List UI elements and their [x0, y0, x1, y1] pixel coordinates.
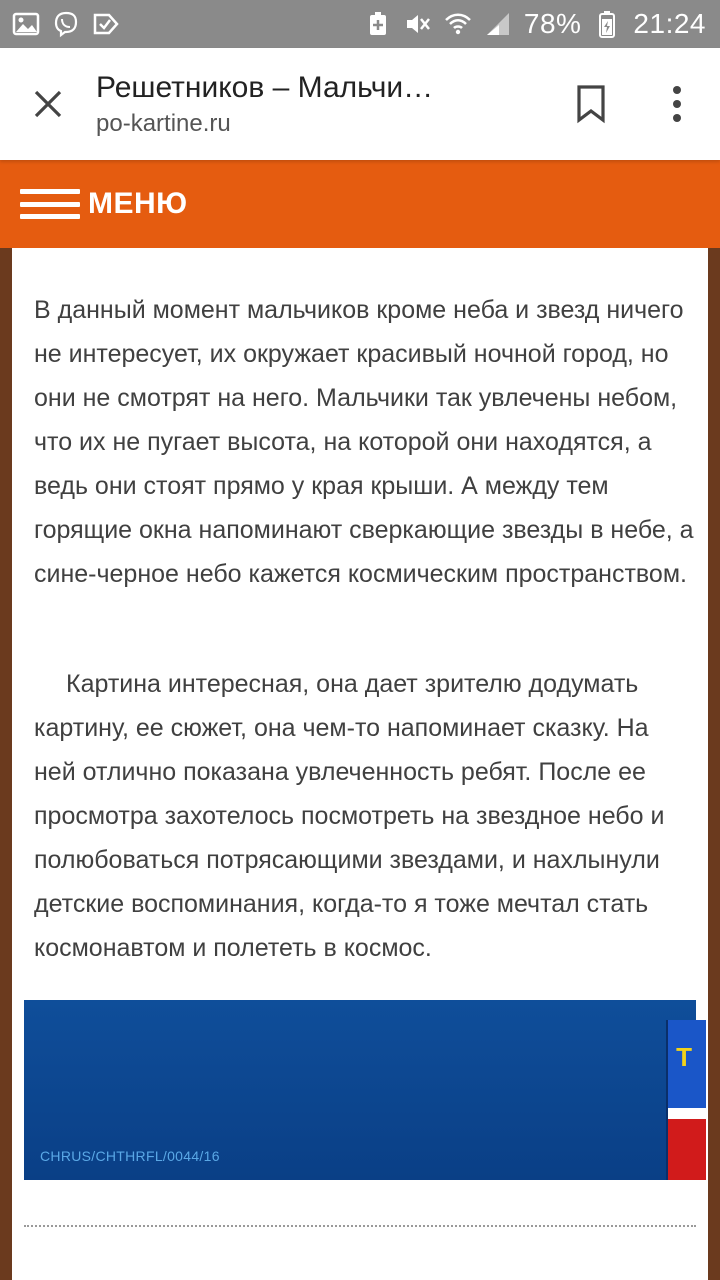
ad-banner[interactable]: [24, 1000, 696, 1180]
battery-percent: 78%: [523, 8, 582, 39]
close-button[interactable]: [0, 48, 96, 160]
page-title: Решетников – Мальчи…: [96, 71, 434, 104]
more-options-button[interactable]: [634, 48, 720, 160]
battery-saver-icon: [364, 10, 392, 38]
title-block[interactable]: [96, 68, 548, 140]
page-left-margin: [0, 248, 12, 1280]
mute-icon: [404, 10, 432, 38]
clock: 21:24: [633, 8, 706, 39]
browser-toolbar: [0, 48, 720, 160]
bookmark-icon: [576, 85, 606, 123]
more-vert-icon: [672, 86, 682, 122]
article-paragraph-2: Картина интересная, она дает зрителю додумать картину, ее сюжет, она чем-то напоминает сказку. На ней отлично показана увлеченность ребят. После ее просмотра захотелось посмотреть на звездное небо и полюбоваться потрясающими звездами, и нахлынули детские воспоминания, когда-то я тоже мечтал стать космонавтом и полететь в космос.: [34, 670, 665, 962]
status-left-icons: [12, 10, 120, 38]
bookmark-button[interactable]: [548, 48, 634, 160]
viber-icon: [52, 10, 80, 38]
signal-icon: [484, 10, 512, 38]
ad-code: CHRUS/CHTHRFL/0044/16: [40, 1148, 220, 1164]
close-icon: [33, 89, 63, 119]
page-right-margin: [708, 248, 720, 1280]
article-paragraph-1: В данный момент мальчиков кроме неба и звезд ничего не интересует, их окружает красивый ночной город, но они не смотрят на него. Мальчики так увлечены небом, что их не пугает высота, на которой они находятся, а ведь они стоят прямо у края крыши. А между тем горящие окна напоминают сверкающие звезды в небе, а сине-черное небо кажется космическим пространством.: [34, 296, 694, 588]
article-content: [12, 248, 708, 1280]
check-app-icon: [92, 10, 120, 38]
gallery-icon: [12, 10, 40, 38]
battery-icon: [593, 10, 621, 38]
wifi-icon: [444, 10, 472, 38]
status-bar: [0, 0, 720, 48]
ad-product-fragment: T: [676, 1042, 692, 1072]
status-right-icons: [364, 8, 706, 40]
dotted-separator: [24, 1225, 696, 1227]
site-menu-bar[interactable]: [0, 160, 720, 248]
menu-label: МЕНЮ: [88, 187, 188, 220]
page-url: po-kartine.ru: [96, 110, 231, 137]
hamburger-icon: [20, 189, 80, 219]
